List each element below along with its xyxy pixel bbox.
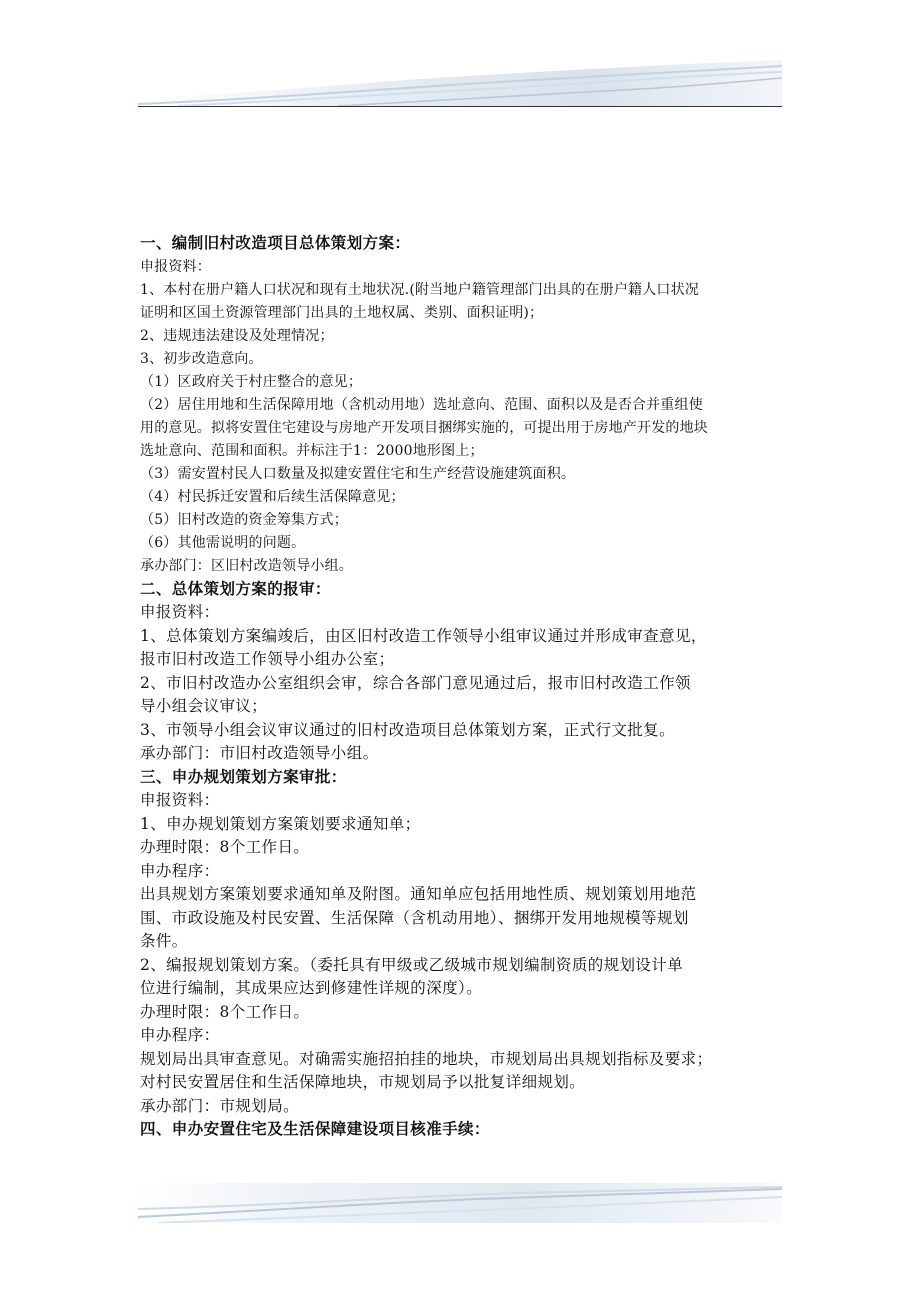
section-3-line: 条件。 — [140, 932, 188, 950]
section-3-line: 申办程序： — [140, 861, 220, 880]
document-body — [140, 230, 790, 1142]
section-2-line: 导小组会议审议； — [140, 697, 268, 715]
section-3-line: 办理时限：8个工作日。 — [140, 838, 310, 856]
section-4-heading: 四、申办安置住宅及生活保障建设项目核准手续： — [140, 1120, 490, 1138]
section-1-line: （4）村民拆迁安置和后续生活保障意见； — [140, 488, 405, 505]
section-1-line: 承办部门：区旧村改造领导小组。 — [140, 557, 353, 574]
section-1-line: （1）区政府关于村庄整合的意见； — [140, 373, 363, 390]
section-2-line: 申报资料： — [140, 603, 220, 621]
section-1-line: 3、初步改造意向。 — [140, 350, 263, 367]
section-1-line: （6）其他需说明的问题。 — [140, 534, 306, 551]
section-3-line: 2、编报规划策划方案。（委托具有甲级或乙级城市规划编制资质的规划设计单 — [140, 955, 684, 974]
section-3-line: 对村民安置居住和生活保障地块，市规划局予以批复详细规划。 — [140, 1073, 586, 1091]
header-wave-decoration — [138, 58, 782, 106]
section-3-heading: 三、申办规划策划方案审批： — [140, 767, 347, 786]
section-1-heading: 一、编制旧村改造项目总体策划方案： — [140, 234, 411, 252]
section-3-line: 位进行编制，其成果应达到修建性详规的深度）。 — [140, 979, 483, 997]
section-2-line: 2、市旧村改造办公室组织会审，综合各部门意见通过后，报市旧村改造工作领 — [140, 673, 691, 692]
section-3-line: 出具规划方案策划要求通知单及附图。通知单应包括用地性质、规划策划用地范 — [140, 885, 697, 903]
section-2-line: 承办部门：市旧村改造领导小组。 — [140, 744, 379, 762]
section-3-line: 办理时限：8个工作日。 — [140, 1002, 310, 1021]
section-1-line: 选址意向、范围和面积。并标注于1：2000地形图上； — [140, 442, 484, 459]
section-3-line: 申办程序： — [140, 1026, 220, 1044]
section-2-line: 1、总体策划方案编竣后，由区旧村改造工作领导小组审议通过并形成审查意见， — [140, 626, 707, 645]
section-3-line: 1、申办规划策划方案策划要求通知单； — [140, 814, 421, 833]
section-1-line: 2、违规违法建设及处理情况； — [140, 327, 334, 344]
header-rule — [138, 106, 782, 107]
section-2-heading: 二、总体策划方案的报审： — [140, 579, 331, 598]
section-1-line: （5）旧村改造的资金筹集方式； — [140, 511, 348, 528]
section-1-line: 证明和区国土资源管理部门出具的土地权属、类别、面积证明)； — [140, 304, 544, 321]
section-3-line: 承办部门：市规划局。 — [140, 1096, 300, 1115]
section-1-line: 1、本村在册户籍人口状况和现有土地状况.(附当地户籍管理部门出具的在册户籍人口状况 — [140, 281, 700, 298]
section-2-line: 3、市领导小组会议审议通过的旧村改造项目总体策划方案，正式行文批复。 — [140, 720, 675, 739]
section-2-line: 报市旧村改造工作领导小组办公室； — [140, 650, 395, 668]
section-1-line: （2）居住用地和生活保障用地（含机动用地）选址意向、范围、面积以及是否合并重组使 — [140, 396, 703, 413]
section-3-line: 规划局出具审查意见。对确需实施招拍挂的地块，市规划局出具规划指标及要求； — [140, 1049, 713, 1068]
section-1-line: 申报资料： — [140, 258, 211, 275]
section-1-line: （3）需安置村民人口数量及拟建安置住宅和生产经营设施建筑面积。 — [140, 465, 576, 482]
section-3-line: 围、市政设施及村民安置、生活保障（含机动用地）、捆绑开发用地规模等规划 — [140, 908, 689, 927]
section-3-line: 申报资料： — [140, 791, 220, 809]
section-1-line: 用的意见。拟将安置住宅建设与房地产开发项目捆绑实施的，可提出用于房地产开发的地块 — [140, 419, 708, 436]
footer-wave-decoration — [138, 1183, 782, 1223]
